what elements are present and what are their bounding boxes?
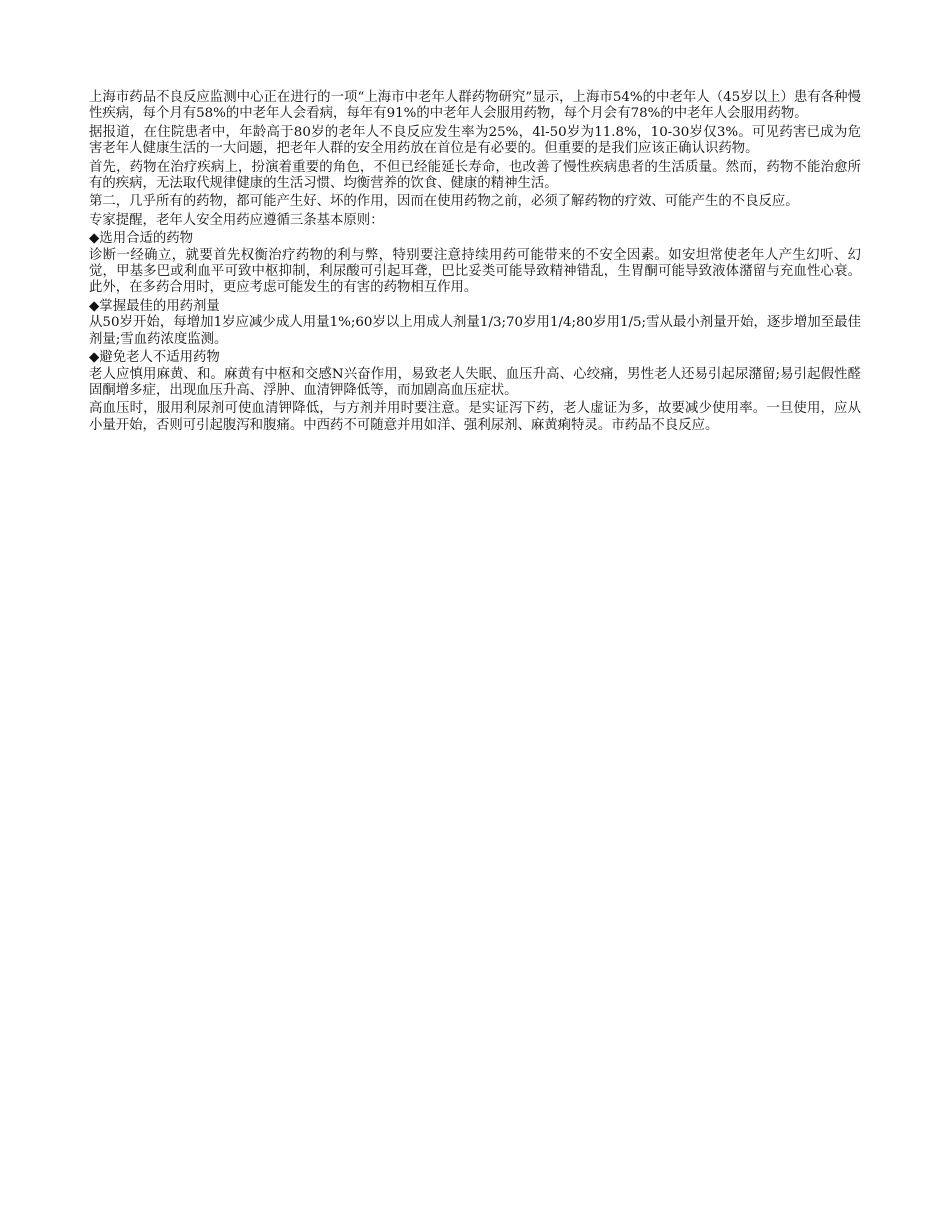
paragraph-adverse-rate: 据报道，在住院患者中，年龄高于80岁的老年人不良反应发生率为25%，4l-50岁为11.8%，10-30岁仅3%。可见药害已成为危害老年人健康生活的一大问题，把老年人群的安全用药放在首位是有必要的。但重要的是我们应该正确认识药物。 <box>89 124 861 157</box>
paragraph-survey: 上海市药品不良反应监测中心正在进行的一项“上海市中老年人群药物研究”显示，上海市54%的中老年人（45岁以上）患有各种慢性疾病，每个月有58%的中老年人会看病，每年有91%的中老年人会服用药物，每个月会有78%的中老年人会服用药物。 <box>89 90 861 122</box>
heading-dosage: ◆掌握最佳的用药剂量 <box>89 298 220 314</box>
paragraph-dosage: 从50岁开始，每增加1岁应减少成人用量1%;60岁以上用成人剂量1/3;70岁用1/4;80岁用1/5;雪从最小剂量开始，逐步增加至最佳剂量;雪血药浓度监测。 <box>89 315 861 347</box>
paragraph-second-point: 第二，几乎所有的药物，都可能产生好、坏的作用，因而在使用药物之前，必须了解药物的疗效、可能产生的不良反应。 <box>89 194 799 210</box>
heading-avoid-drugs: ◆避免老人不适用药物 <box>89 350 220 366</box>
heading-choose-drugs: ◆选用合适的药物 <box>89 231 194 247</box>
document-body <box>89 90 861 436</box>
paragraph-expert-reminder: 专家提醒，老年人安全用药应遵循三条基本原则： <box>89 212 384 228</box>
paragraph-first-point: 首先，药物在治疗疾病上，扮演着重要的角色，不但已经能延长寿命，也改善了慢性疾病患者的生活质量。然而，药物不能治愈所有的疾病，无法取代规律健康的生活习惯、均衡营养的饮食、健康的精神生活。 <box>89 159 861 192</box>
paragraph-avoid-drugs: 老人应慎用麻黄、和。麻黄有中枢和交感Ν兴奋作用，易致老人失眠、血压升高、心绞痛，男性老人还易引起尿潴留;易引起假性醛固酮增多症，出现血压升高、浮肿、血清钾降低等，而加剧高血压症状。 <box>89 366 861 398</box>
paragraph-hypertension: 高血压时，服用利尿剂可使血清钾降低，与方剂并用时要注意。是实证泻下药，老人虚证为多，故要减少使用率。一旦使用，应从小量开始，否则可引起腹泻和腹痛。中西药不可随意并用如洋、强利尿剂、麻黄痢特灵。市药品不良反应。 <box>89 401 861 433</box>
paragraph-choose-drugs: 诊断一经确立，就要首先权衡治疗药物的利与弊，特别要注意持续用药可能带来的不安全因素。如安坦常使老年人产生幻听、幻觉，甲基多巴或利血平可致中枢抑制，利尿酸可引起耳聋，巴比妥类可能导致精神错乱，生胃酮可能导致液体潴留与充血性心衰。此外，在多药合用时，更应考虑可能发生的有害的药物相互作用。 <box>89 247 861 296</box>
